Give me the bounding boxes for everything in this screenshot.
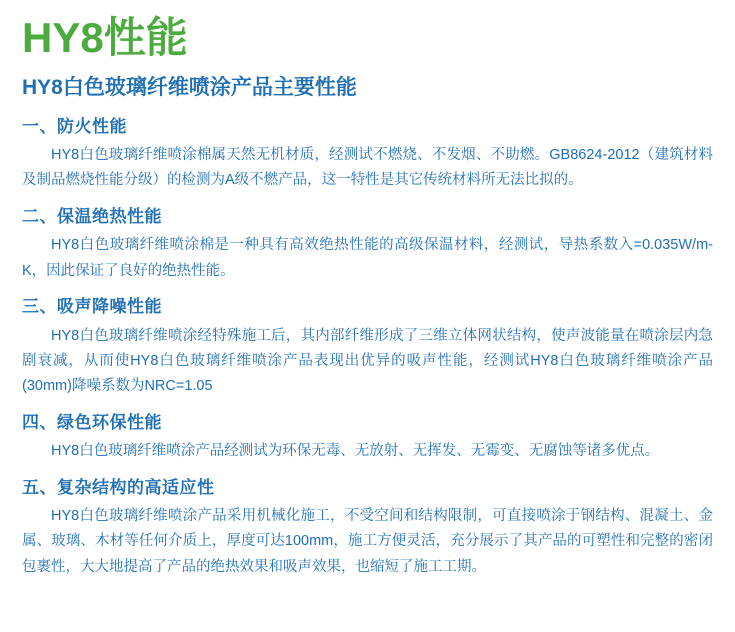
section-heading: 五、复杂结构的高适应性 xyxy=(22,477,215,497)
section-body: HY8白色玻璃纤维喷涂经特殊施工后，其内部纤维形成了三维立体网状结构，使声波能量在喷涂层内急剧衰减，从而使HY8白色玻璃纤维喷涂产品表现出优异的吸声性能，经测试HY8白色玻璃纤维喷涂产品(30mm)降噪系数为NRC=1.05 xyxy=(22,327,713,395)
section-fire-resistance xyxy=(22,114,713,194)
section-body: HY8白色玻璃纤维喷涂棉是一种具有高效绝热性能的高级保温材料，经测试，导热系数入=0.035W/m-K，因此保证了良好的绝热性能。 xyxy=(22,237,713,279)
section-heading: 二、保温绝热性能 xyxy=(22,206,162,226)
page-title: HY8性能 xyxy=(22,14,188,61)
section-sound-absorption xyxy=(22,294,713,400)
section-body: HY8白色玻璃纤维喷涂棉属天然无机材质，经测试不燃烧、不发烟、不助燃。GB8624-2012（建筑材料及制品燃烧性能分级）的检测为A级不燃产品，这一特性是其它传统材料所无法比拟的。 xyxy=(22,147,713,189)
section-body: HY8白色玻璃纤维喷涂产品经测试为环保无毒、无放射、无挥发、无霉变、无腐蚀等诸多优点。 xyxy=(51,443,660,460)
section-thermal-insulation xyxy=(22,204,713,284)
page-subtitle: HY8白色玻璃纤维喷涂产品主要性能 xyxy=(22,76,357,100)
section-heading: 四、绿色环保性能 xyxy=(22,412,162,432)
section-heading: 三、吸声降噪性能 xyxy=(22,297,162,317)
section-heading: 一、防火性能 xyxy=(22,116,127,136)
section-complex-structure xyxy=(22,475,713,581)
section-body: HY8白色玻璃纤维喷涂产品采用机械化施工，不受空间和结构限制，可直接喷涂于钢结构、混凝土、金属、玻璃、木材等任何介质上，厚度可达100mm，施工方便灵活，充分展示了其产品的可塑性和完整的密闭包裹性，大大地提高了产品的绝热效果和吸声效果，也缩短了施工工期。 xyxy=(22,508,713,575)
section-environmental xyxy=(22,410,713,465)
